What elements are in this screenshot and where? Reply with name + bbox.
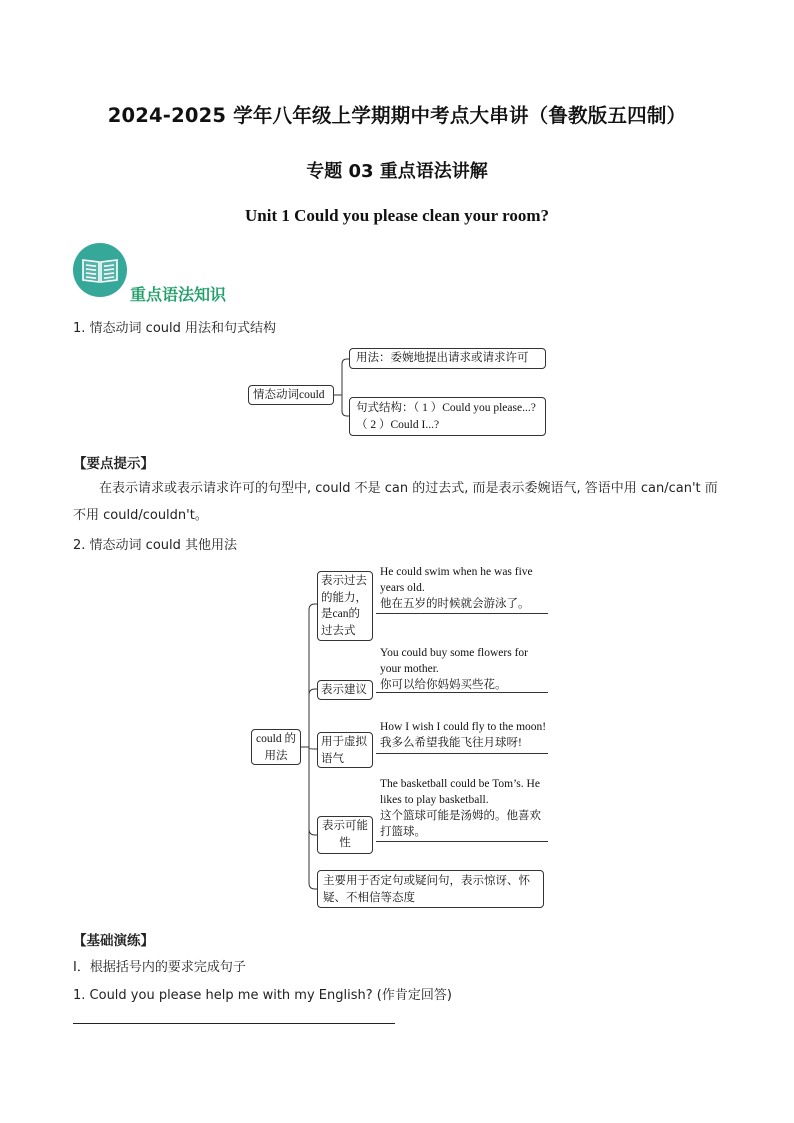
exercise-heading: 【基础演练】 <box>73 933 154 949</box>
example-en: The basketball could be Tom’s. He likes to play basketball. <box>380 778 540 806</box>
part2-heading: 2. 情态动词 could 其他用法 <box>73 538 238 553</box>
example-possibility <box>380 776 548 840</box>
diagram1-root: 情态动词could <box>248 385 334 405</box>
branch-past-ability: 表示过去的能力，是can的过去式 <box>317 571 373 641</box>
section-heading: 重点语法知识 <box>130 285 227 304</box>
exercise-question-1: 1. Could you please help me with my English? (作肯定回答) <box>73 988 452 1003</box>
branch-negative-question: 主要用于否定句或疑问句，表示惊讶、怀疑、不相信等态度 <box>317 870 544 908</box>
example-subjunctive <box>380 719 548 751</box>
topic-title: 专题 03 重点语法讲解 <box>306 161 488 182</box>
hint-heading: 【要点提示】 <box>73 456 154 472</box>
example-suggestion <box>380 645 548 693</box>
hint-text: 在表示请求或表示请求许可的句型中, could 不是 can 的过去式, 而是表示委婉语气, 答语中用 can/can't 而不用 could/couldn't。 <box>73 481 718 523</box>
example-underline <box>376 753 548 754</box>
example-en: He could swim when he was five years old. <box>380 566 533 594</box>
diagram1-usage: 用法：委婉地提出请求或请求许可 <box>349 348 546 369</box>
structure-line-2: （ 2 ）Could I...? <box>356 419 440 431</box>
answer-blank-line[interactable] <box>73 1023 395 1024</box>
part1-heading: 1. 情态动词 could 用法和句式结构 <box>73 321 277 336</box>
example-underline <box>376 613 548 614</box>
structure-line-1: 句式结构：（ 1 ）Could you please...? <box>356 402 536 414</box>
example-zh: 他在五岁的时候就会游泳了。 <box>380 598 530 610</box>
example-zh: 这个篮球可能是汤姆的。他喜欢打篮球。 <box>380 810 541 838</box>
exercise-section-label: Ⅰ．根据括号内的要求完成句子 <box>73 960 246 975</box>
diagram2-root: could 的用法 <box>251 729 301 765</box>
example-en: You could buy some flowers for your mother. <box>380 647 529 675</box>
example-zh: 我多么希望我能飞往月球呀! <box>380 737 522 749</box>
unit-title: Unit 1 Could you please clean your room? <box>245 206 549 225</box>
example-past-ability <box>380 564 548 612</box>
example-underline <box>376 841 548 842</box>
branch-subjunctive: 用于虚拟语气 <box>317 732 373 768</box>
example-zh: 你可以给你妈妈买些花。 <box>380 679 507 691</box>
example-underline <box>376 692 548 693</box>
example-en: How I wish I could fly to the moon! <box>380 721 547 733</box>
branch-possibility: 表示可能性 <box>317 816 373 854</box>
branch-suggestion: 表示建议 <box>317 680 373 700</box>
main-title: 2024-2025 学年八年级上学期期中考点大串讲（鲁教版五四制） <box>107 104 687 127</box>
